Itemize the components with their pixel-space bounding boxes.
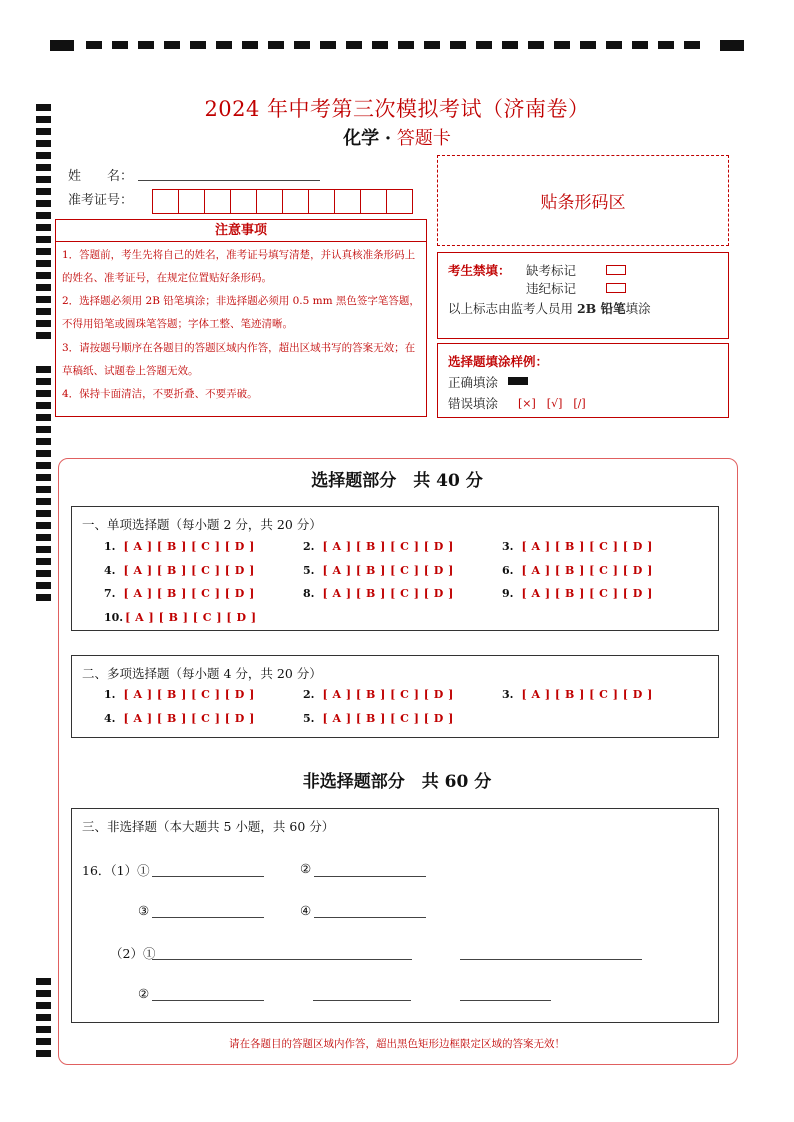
fill-sample-box (437, 343, 729, 418)
question-number: 6. (502, 564, 514, 577)
question-row[interactable] (502, 587, 653, 600)
forbidden-note (448, 299, 651, 317)
question-number: 10. (104, 611, 124, 624)
question-row[interactable] (303, 587, 454, 600)
question-number: 3. (502, 540, 514, 553)
id-digit-box[interactable] (230, 189, 257, 214)
multi-choice-box (71, 655, 719, 738)
question-row[interactable] (104, 611, 257, 624)
violation-label: 违纪标记 (526, 281, 577, 296)
notice-item: 1．答题前，考生先将自己的姓名，准考证号填写清楚，并认真核准条形码上的姓名、准考证号，在规定位置贴好条形码。 (62, 249, 416, 284)
question-number: 7. (104, 587, 116, 600)
answer-line[interactable] (314, 876, 426, 877)
part2-blank-2-label: ② (138, 986, 150, 1001)
question-row[interactable] (104, 564, 255, 577)
card-label: 答题卡 (396, 128, 451, 149)
notice-heading: 注意事项 (56, 220, 426, 242)
question-row[interactable] (303, 688, 454, 701)
exam-id-boxes[interactable] (152, 189, 412, 214)
id-digit-box[interactable] (178, 189, 205, 214)
nonchoice-heading: 三、非选择题（本大题共 5 小题，共 60 分） (82, 819, 335, 834)
question-number: 9. (502, 587, 514, 600)
note-text-end: 填涂 (625, 301, 651, 316)
name-label: 姓 名： (68, 169, 134, 184)
answer-options[interactable]: [ A ] [ B ] [ C ] [ D ] (123, 712, 255, 725)
candidate-forbidden-box (437, 252, 729, 339)
absent-label: 缺考标记 (526, 263, 577, 278)
blank-2-label: ② (300, 861, 312, 876)
id-label: 准考证号： (68, 193, 134, 208)
note-bold: 2B 铅笔 (576, 301, 626, 316)
answer-options[interactable]: [ A ] [ B ] [ C ] [ D ] (322, 540, 454, 553)
answer-options[interactable]: [ A ] [ B ] [ C ] [ D ] (123, 688, 255, 701)
question-row[interactable] (104, 587, 255, 600)
wrong-fill-marks: [×] [√] [/] (518, 397, 586, 410)
question-row[interactable] (104, 712, 255, 725)
correct-fill-label: 正确填涂 (448, 375, 499, 390)
q16-part1-label: 16．（1）① (82, 863, 150, 878)
question-row[interactable] (502, 688, 653, 701)
notice-item: 2．选择题必须用 2B 铅笔填涂；非选择题必须用 0.5 mm 黑色签字笔答题，不得用铅笔或圆珠笔答题；字体工整、笔迹清晰。 (62, 295, 420, 330)
question-row[interactable] (502, 540, 653, 553)
blank-3-label: ③ (138, 903, 150, 918)
answer-options[interactable]: [ A ] [ B ] [ C ] [ D ] (521, 564, 653, 577)
name-field[interactable] (138, 180, 320, 181)
answer-line[interactable] (152, 1000, 264, 1001)
answer-line[interactable] (460, 1000, 551, 1001)
id-digit-box[interactable] (308, 189, 335, 214)
id-digit-box[interactable] (204, 189, 231, 214)
answer-line[interactable] (152, 959, 412, 960)
note-text: 以上标志由监考人员用 (448, 301, 577, 316)
answer-options[interactable]: [ A ] [ B ] [ C ] [ D ] (322, 712, 454, 725)
question-number: 8. (303, 587, 315, 600)
subject-label: 化学 (343, 128, 380, 149)
correct-fill-mark (508, 377, 528, 385)
id-digit-box[interactable] (334, 189, 361, 214)
question-number: 2. (303, 540, 315, 553)
footer-warning: 请在各题目的答题区域内作答，超出黑色矩形边框限定区域的答案无效！ (229, 1038, 565, 1050)
question-row[interactable] (303, 564, 454, 577)
nonchoice-box (71, 808, 719, 1023)
violation-mark-box[interactable] (606, 283, 626, 293)
answer-options[interactable]: [ A ] [ B ] [ C ] [ D ] (521, 688, 653, 701)
nonchoice-section-title: 非选择题部分 共 60 分 (302, 772, 492, 792)
answer-options[interactable]: [ A ] [ B ] [ C ] [ D ] (322, 688, 454, 701)
answer-line[interactable] (152, 917, 264, 918)
question-number: 4. (104, 712, 116, 725)
page-title: 2024 年中考第三次模拟考试（济南卷） (204, 97, 590, 121)
notice-box (55, 219, 427, 417)
question-number: 5. (303, 564, 315, 577)
answer-line[interactable] (313, 1000, 411, 1001)
notice-item: 3．请按题号顺序在各题目的答题区域内作答，超出区域书写的答案无效；在草稿纸、试题卷上答题无效。 (62, 342, 416, 377)
question-number: 3. (502, 688, 514, 701)
question-row[interactable] (502, 564, 653, 577)
id-digit-box[interactable] (256, 189, 283, 214)
answer-options[interactable]: [ A ] [ B ] [ C ] [ D ] (125, 611, 257, 624)
question-number: 1. (104, 688, 116, 701)
answer-options[interactable]: [ A ] [ B ] [ C ] [ D ] (123, 564, 255, 577)
subtitle-dot: · (384, 128, 392, 149)
absent-mark-box[interactable] (606, 265, 626, 275)
answer-options[interactable]: [ A ] [ B ] [ C ] [ D ] (123, 540, 255, 553)
answer-options[interactable]: [ A ] [ B ] [ C ] [ D ] (521, 587, 653, 600)
answer-options[interactable]: [ A ] [ B ] [ C ] [ D ] (322, 587, 454, 600)
answer-line[interactable] (460, 959, 642, 960)
answer-options[interactable]: [ A ] [ B ] [ C ] [ D ] (521, 540, 653, 553)
q16-part2-label: （2）① (110, 946, 156, 961)
single-choice-heading: 一、单项选择题（每小题 2 分，共 20 分） (82, 517, 322, 532)
sample-heading: 选择题填涂样例： (448, 354, 549, 369)
forbidden-label: 考生禁填： (448, 263, 511, 278)
notice-item: 4．保持卡面清洁，不要折叠、不要弄破。 (62, 388, 258, 400)
single-choice-box (71, 506, 719, 631)
id-digit-box[interactable] (360, 189, 387, 214)
id-digit-box[interactable] (152, 189, 179, 214)
question-row[interactable] (104, 688, 255, 701)
question-number: 2. (303, 688, 315, 701)
page-subtitle (0, 124, 794, 150)
question-row[interactable] (303, 540, 454, 553)
answer-line[interactable] (314, 917, 426, 918)
question-row[interactable] (303, 712, 454, 725)
question-number: 4. (104, 564, 116, 577)
question-number: 5. (303, 712, 315, 725)
id-digit-box[interactable] (282, 189, 309, 214)
wrong-fill-label: 错误填涂 (448, 396, 499, 411)
answer-line[interactable] (152, 876, 264, 877)
answer-options[interactable]: [ A ] [ B ] [ C ] [ D ] (322, 564, 454, 577)
question-number: 1. (104, 540, 116, 553)
choice-section-title: 选择题部分 共 40 分 (311, 471, 483, 491)
question-row[interactable] (104, 540, 255, 553)
multi-choice-heading: 二、多项选择题（每小题 4 分，共 20 分） (82, 666, 322, 681)
barcode-area: 贴条形码区 (437, 155, 729, 246)
id-digit-box[interactable] (386, 189, 413, 214)
blank-4-label: ④ (300, 903, 312, 918)
answer-options[interactable]: [ A ] [ B ] [ C ] [ D ] (123, 587, 255, 600)
